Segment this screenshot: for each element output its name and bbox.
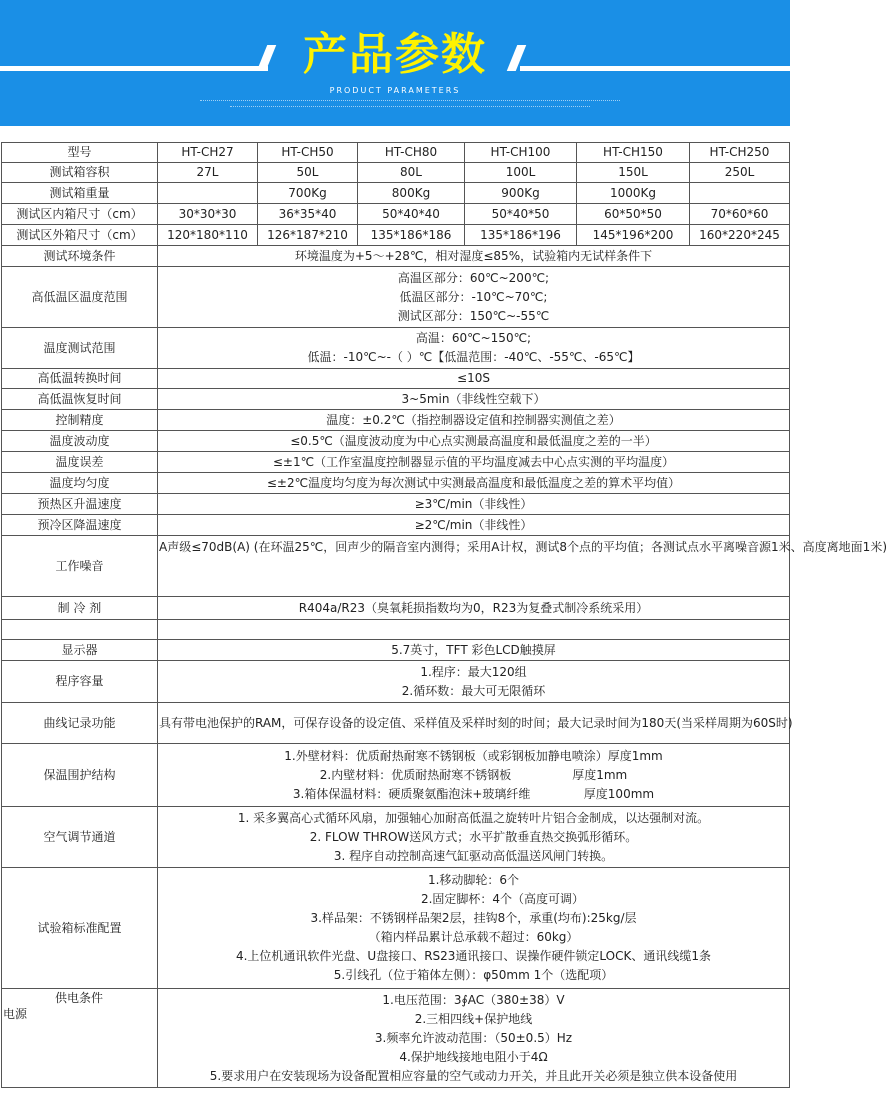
power-label-cell — [2, 989, 158, 1088]
power-line: 1.电压范围：3∮AC（380±38）V — [382, 992, 565, 1007]
row-label: 高低温恢复时间 — [2, 389, 158, 410]
outer-size-cell: 160*220*245 — [690, 225, 790, 246]
table-row — [2, 183, 790, 204]
row-label: 制 冷 剂 — [2, 597, 158, 620]
config-line: 1.移动脚轮：6个 — [427, 873, 520, 887]
table-row — [2, 536, 790, 597]
inner-size-cell: 30*30*30 — [158, 204, 258, 225]
power-line: 4.保护地线接地电阻小于4Ω — [399, 1049, 548, 1064]
outer-size-cell: 126*187*210 — [258, 225, 358, 246]
table-row — [2, 452, 790, 473]
outer-size-cell: 135*186*186 — [358, 225, 465, 246]
weight-cell: 1000Kg — [577, 183, 690, 204]
test-range-line: 低温：-10℃~-（ ）℃【低温范围：-40℃、-55℃、-65℃】 — [307, 350, 640, 364]
row-label: 空气调节通道 — [2, 807, 158, 868]
table-row — [2, 143, 790, 163]
insul-line: 2.内壁材料：优质耐热耐寒不锈钢板 厚度1mm — [319, 767, 628, 782]
insul-line: 1.外壁材料：优质耐热耐寒不锈钢板（或彩钢板加静电喷涂）厚度1mm — [284, 748, 663, 763]
row-label: 测试区内箱尺寸（cm） — [2, 204, 158, 225]
outer-size-cell: 145*196*200 — [577, 225, 690, 246]
volume-cell: 27L — [158, 163, 258, 183]
spec-table — [1, 142, 887, 1088]
table-row — [2, 246, 790, 267]
insul-value — [158, 744, 790, 807]
config-line: 5.引线孔（位于箱体左侧）：φ50mm 1个（选配项） — [333, 968, 614, 982]
row-label: 电源 — [3, 1007, 28, 1021]
dev-value: ≤±1℃（工作室温度控制器显示值的平均温度减去中心点实测的平均温度） — [158, 452, 790, 473]
row-label: 测试环境条件 — [2, 246, 158, 267]
row-label: 温度测试范围 — [2, 328, 158, 369]
weight-cell: 700Kg — [258, 183, 358, 204]
config-line: 2.固定脚杯：4个（高度可调） — [420, 892, 585, 906]
model-cell: HT-CH150 — [577, 143, 690, 163]
display-value: 5.7英寸，TFT 彩色LCD触摸屏 — [158, 640, 790, 661]
table-row — [2, 267, 790, 328]
table-row — [2, 989, 790, 1088]
volume-cell: 150L — [577, 163, 690, 183]
air-line: 2. FLOW THROW送风方式；水平扩散垂直热交换弧形循环。 — [309, 829, 638, 844]
power-line: 2.三相四线+保护地线 — [414, 1011, 533, 1026]
table-row — [2, 328, 790, 369]
table-row — [2, 473, 790, 494]
table-row — [2, 661, 790, 703]
refrig-value: R404a/R23（臭氧耗损指数均为0，R23为复叠式制冷系统采用） — [158, 597, 790, 620]
air-line: 1. 采多翼高心式循环风扇，加强轴心加耐高低温之旋转叶片铝合金制成，以达强制对流。 — [237, 810, 710, 825]
model-cell: HT-CH80 — [358, 143, 465, 163]
table-row — [2, 640, 790, 661]
table-row — [2, 620, 790, 640]
fluct-value: ≤0.5℃（温度波动度为中心点实测最高温度和最低温度之差的一半） — [158, 431, 790, 452]
row-label: 预冷区降温速度 — [2, 515, 158, 536]
table-row — [2, 431, 790, 452]
inner-size-cell: 60*50*50 — [577, 204, 690, 225]
power-line: 5.要求用户在安装现场为设备配置相应容量的空气或动力开关，并且此开关必须是独立供本设备使用 — [209, 1068, 738, 1083]
decorative-line — [230, 106, 590, 109]
config-value — [158, 868, 790, 989]
table-row — [2, 369, 790, 389]
table-row — [2, 225, 790, 246]
table-row — [2, 703, 790, 744]
range-line: 高温区部分：60℃~200℃; — [397, 270, 550, 285]
test-range-value — [158, 328, 790, 369]
program-line: 2.循环数：最大可无限循环 — [401, 683, 546, 698]
volume-cell: 250L — [690, 163, 790, 183]
unif-value: ≤±2℃温度均匀度为每次测试中实测最高温度和最低温度之差的算术平均值） — [158, 473, 790, 494]
range-line: 测试区部分：150℃~-55℃ — [397, 308, 550, 323]
table-row — [2, 807, 790, 868]
table-row — [2, 597, 790, 620]
table-row — [2, 389, 790, 410]
table-row — [2, 868, 790, 989]
air-value — [158, 807, 790, 868]
program-value — [158, 661, 790, 703]
program-line: 1.程序：最大120组 — [420, 664, 527, 679]
volume-cell: 80L — [358, 163, 465, 183]
range-line: 低温区部分：-10℃~70℃; — [399, 289, 548, 304]
range-value — [158, 267, 790, 328]
header-left-slash — [257, 45, 277, 71]
model-cell: HT-CH27 — [158, 143, 258, 163]
empty-cell — [158, 620, 790, 640]
precision-value: 温度：±0.2℃（指控制器设定值和控制器实测值之差） — [158, 410, 790, 431]
table-row — [2, 163, 790, 183]
header-left-bar — [0, 66, 268, 71]
row-label: 试验箱标准配置 — [2, 868, 158, 989]
empty-cell — [2, 620, 158, 640]
model-cell: HT-CH250 — [690, 143, 790, 163]
decorative-line — [200, 100, 620, 103]
curve-value: 具有带电池保护的RAM，可保存设备的设定值、采样值及采样时刻的时间；最大记录时间为180天(当采样周期为60S时) — [158, 703, 790, 744]
row-label: 测试箱容积 — [2, 163, 158, 183]
inner-size-cell: 36*35*40 — [258, 204, 358, 225]
inner-size-cell: 70*60*60 — [690, 204, 790, 225]
volume-cell: 50L — [258, 163, 358, 183]
row-label: 温度均匀度 — [2, 473, 158, 494]
test-range-line: 高温：60℃~150℃; — [415, 331, 532, 345]
page-subtitle: PRODUCT PARAMETERS — [329, 86, 461, 95]
header-right-bar — [520, 66, 790, 71]
row-label: 测试区外箱尺寸（cm） — [2, 225, 158, 246]
outer-size-cell: 135*186*196 — [465, 225, 577, 246]
noise-value: A声级≤70dB(A) (在环温25℃，回声少的隔音室内测得；采用A计权，测试8个点的平均值；各测试点水平离噪音源1米、高度离地面1米) — [158, 536, 790, 597]
inner-size-cell: 50*40*40 — [358, 204, 465, 225]
weight-cell — [690, 183, 790, 204]
row-label: 保温围护结构 — [2, 744, 158, 807]
row-label: 温度误差 — [2, 452, 158, 473]
volume-cell: 100L — [465, 163, 577, 183]
row-label: 型号 — [2, 143, 158, 163]
row-label: 供电条件 — [55, 991, 104, 1005]
row-label: 温度波动度 — [2, 431, 158, 452]
row-label: 程序容量 — [2, 661, 158, 703]
weight-cell: 800Kg — [358, 183, 465, 204]
row-label: 显示器 — [2, 640, 158, 661]
preheat-value: ≥3℃/min（非线性） — [158, 494, 790, 515]
table-row — [2, 515, 790, 536]
row-label: 工作噪音 — [2, 536, 158, 597]
row-label: 曲线记录功能 — [2, 703, 158, 744]
row-label: 预热区升温速度 — [2, 494, 158, 515]
page-title: 产品参数 — [303, 29, 487, 80]
row-label: 高低温区温度范围 — [2, 267, 158, 328]
config-line: （箱内样品累计总承载不超过：60kg） — [368, 930, 579, 944]
switch-value: ≤10S — [158, 369, 790, 389]
power-value — [158, 989, 790, 1088]
header-banner — [0, 0, 790, 126]
row-label: 高低温转换时间 — [2, 369, 158, 389]
row-label: 控制精度 — [2, 410, 158, 431]
inner-size-cell: 50*40*50 — [465, 204, 577, 225]
config-line: 4.上位机通讯软件光盘、U盘接口、RS23通讯接口、误操作硬件锁定LOCK、通讯线缆1条 — [235, 949, 712, 963]
model-cell: HT-CH100 — [465, 143, 577, 163]
row-label: 测试箱重量 — [2, 183, 158, 204]
insul-line: 3.箱体保温材料：硬质聚氨酯泡沫+玻璃纤维 厚度100mm — [292, 786, 655, 801]
model-cell: HT-CH50 — [258, 143, 358, 163]
table-row — [2, 494, 790, 515]
table-row — [2, 744, 790, 807]
weight-cell: 900Kg — [465, 183, 577, 204]
table-row — [2, 204, 790, 225]
recover-value: 3~5min（非线性空载下） — [158, 389, 790, 410]
power-line: 3.频率允许波动范围：（50±0.5）Hz — [374, 1030, 573, 1045]
env-value: 环境温度为+5～+28℃，相对湿度≤85%，试验箱内无试样条件下 — [158, 246, 790, 267]
air-line: 3. 程序自动控制高速气缸驱动高低温送风闸门转换。 — [333, 848, 614, 863]
outer-size-cell: 120*180*110 — [158, 225, 258, 246]
config-line: 3.样品架：不锈钢样品架2层，挂钩8个，承重(均布):25kg/层 — [310, 911, 637, 925]
precool-value: ≥2℃/min（非线性） — [158, 515, 790, 536]
table-row — [2, 410, 790, 431]
weight-cell — [158, 183, 258, 204]
